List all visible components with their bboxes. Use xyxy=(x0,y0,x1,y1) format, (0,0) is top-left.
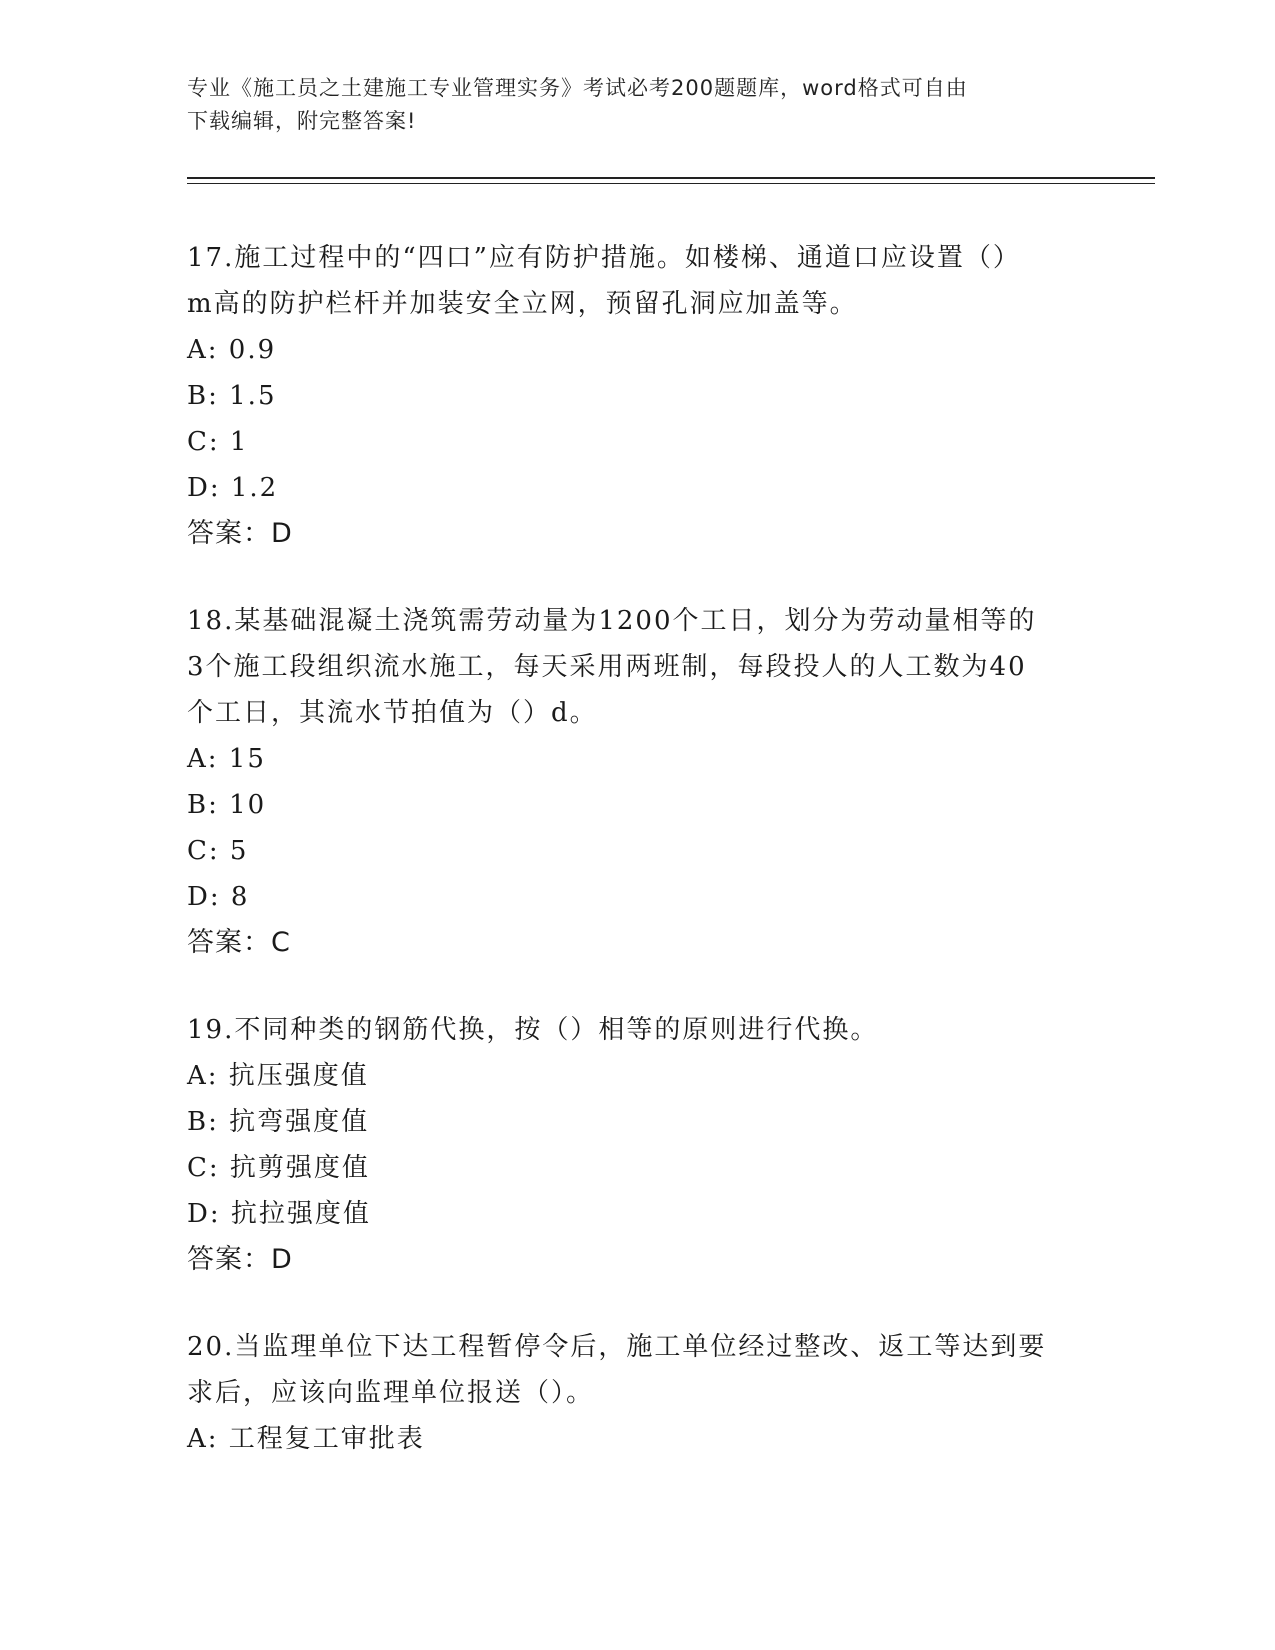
option-d: D: 8 xyxy=(187,882,250,912)
question-stem-line: 个工日，其流水节拍值为（）d。 xyxy=(187,698,598,728)
answer-line: 答案：D xyxy=(187,1244,293,1275)
header-divider-thin xyxy=(187,183,1155,184)
question-stem-line: 20.当监理单位下达工程暂停令后，施工单位经过整改、返工等达到要 xyxy=(187,1332,1047,1362)
question-stem-line: 18.某基础混凝土浇筑需劳动量为1200个工日，划分为劳动量相等的 xyxy=(187,606,1037,636)
question-20 xyxy=(187,1324,1087,1462)
option-b: B: 1.5 xyxy=(187,381,277,411)
question-19 xyxy=(187,1007,1087,1283)
option-c: C: 5 xyxy=(187,836,249,866)
header-divider-thick xyxy=(187,177,1155,179)
question-17 xyxy=(187,235,1087,557)
option-c: C: 1 xyxy=(187,427,249,457)
option-c: C: 抗剪强度值 xyxy=(187,1153,370,1183)
question-list xyxy=(187,235,1087,1503)
option-b: B: 10 xyxy=(187,790,267,820)
question-stem-line: 19.不同种类的钢筋代换，按（）相等的原则进行代换。 xyxy=(187,1015,879,1045)
document-header xyxy=(187,72,1087,138)
question-stem-line: 3个施工段组织流水施工，每天采用两班制，每段投人的人工数为40 xyxy=(187,652,1027,682)
option-a: A: 15 xyxy=(187,744,266,774)
option-a: A: 抗压强度值 xyxy=(187,1061,369,1091)
option-a: A: 0.9 xyxy=(187,335,277,365)
question-stem-line: 求后，应该向监理单位报送（）。 xyxy=(187,1378,595,1408)
question-stem-line: m高的防护栏杆并加装安全立网，预留孔洞应加盖等。 xyxy=(187,289,858,319)
option-b: B: 抗弯强度值 xyxy=(187,1107,370,1137)
header-line-2: 下载编辑，附完整答案! xyxy=(187,109,417,133)
question-18 xyxy=(187,598,1087,966)
option-d: D: 1.2 xyxy=(187,473,279,503)
option-d: D: 抗拉强度值 xyxy=(187,1199,371,1229)
answer-line: 答案：C xyxy=(187,927,291,958)
header-line-1: 专业《施工员之土建施工专业管理实务》考试必考200题题库，word格式可自由 xyxy=(187,76,968,100)
answer-line: 答案：D xyxy=(187,518,293,549)
option-a: A: 工程复工审批表 xyxy=(187,1424,425,1454)
question-stem-line: 17.施工过程中的“四口”应有防护措施。如楼梯、通道口应设置（） xyxy=(187,243,1021,273)
